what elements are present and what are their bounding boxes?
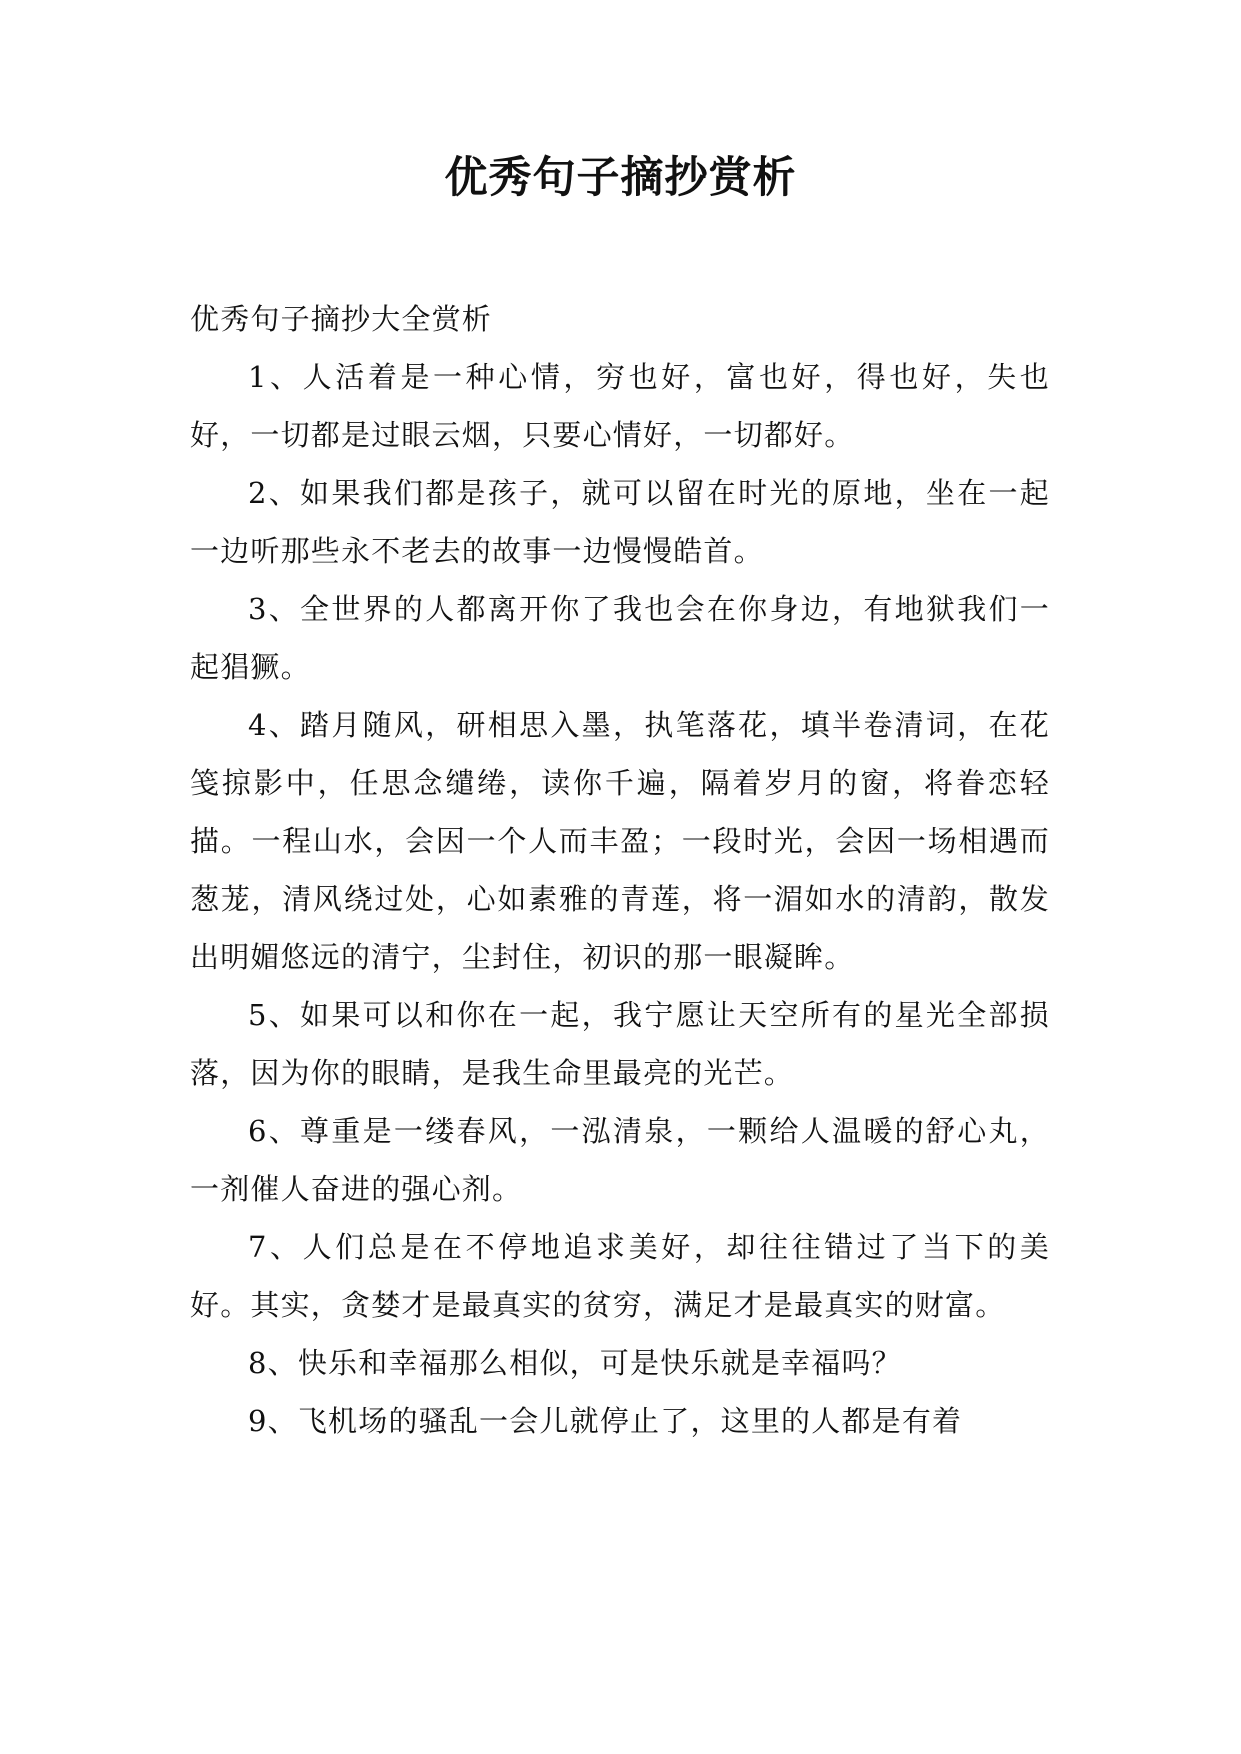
sentence-paragraph-7: 7、人们总是在不停地追求美好，却往往错过了当下的美好。其实，贪婪才是最真实的贫穷，满足才是最真实的财富。 bbox=[190, 1230, 1050, 1322]
sentence-paragraph-8: 8、快乐和幸福那么相似，可是快乐就是幸福吗？ bbox=[248, 1346, 902, 1380]
sentence-paragraph-1: 1、人活着是一种心情，穷也好，富也好，得也好，失也好，一切都是过眼云烟，只要心情好，一切都好。 bbox=[190, 360, 1050, 452]
sentence-paragraph-3: 3、全世界的人都离开你了我也会在你身边，有地狱我们一起猖獗。 bbox=[190, 592, 1050, 684]
sentence-paragraph-6: 6、尊重是一缕春风，一泓清泉，一颗给人温暖的舒心丸，一剂催人奋进的强心剂。 bbox=[190, 1114, 1050, 1206]
document-body bbox=[190, 290, 1050, 1450]
sentence-paragraph-5: 5、如果可以和你在一起，我宁愿让天空所有的星光全部损落，因为你的眼睛，是我生命里最亮的光芒。 bbox=[190, 998, 1050, 1090]
document-title: 优秀句子摘抄赏析 bbox=[444, 153, 797, 203]
sentence-paragraph-4: 4、踏月随风，研相思入墨，执笔落花，填半卷清词，在花笺掠影中，任思念缱绻，读你千遍，隔着岁月的窗，将眷恋轻描。一程山水，会因一个人而丰盈；一段时光，会因一场相遇而葱茏，清风绕过处，心如素雅的青莲，将一湄如水的清韵，散发出明媚悠远的清宁，尘封住，初识的那一眼凝眸。 bbox=[190, 708, 1050, 974]
document-subheading: 优秀句子摘抄大全赏析 bbox=[190, 302, 493, 336]
sentence-paragraph-2: 2、如果我们都是孩子，就可以留在时光的原地，坐在一起一边听那些永不老去的故事一边慢慢皓首。 bbox=[190, 476, 1050, 568]
sentence-paragraph-9: 9、飞机场的骚乱一会儿就停止了，这里的人都是有着 bbox=[248, 1404, 963, 1438]
